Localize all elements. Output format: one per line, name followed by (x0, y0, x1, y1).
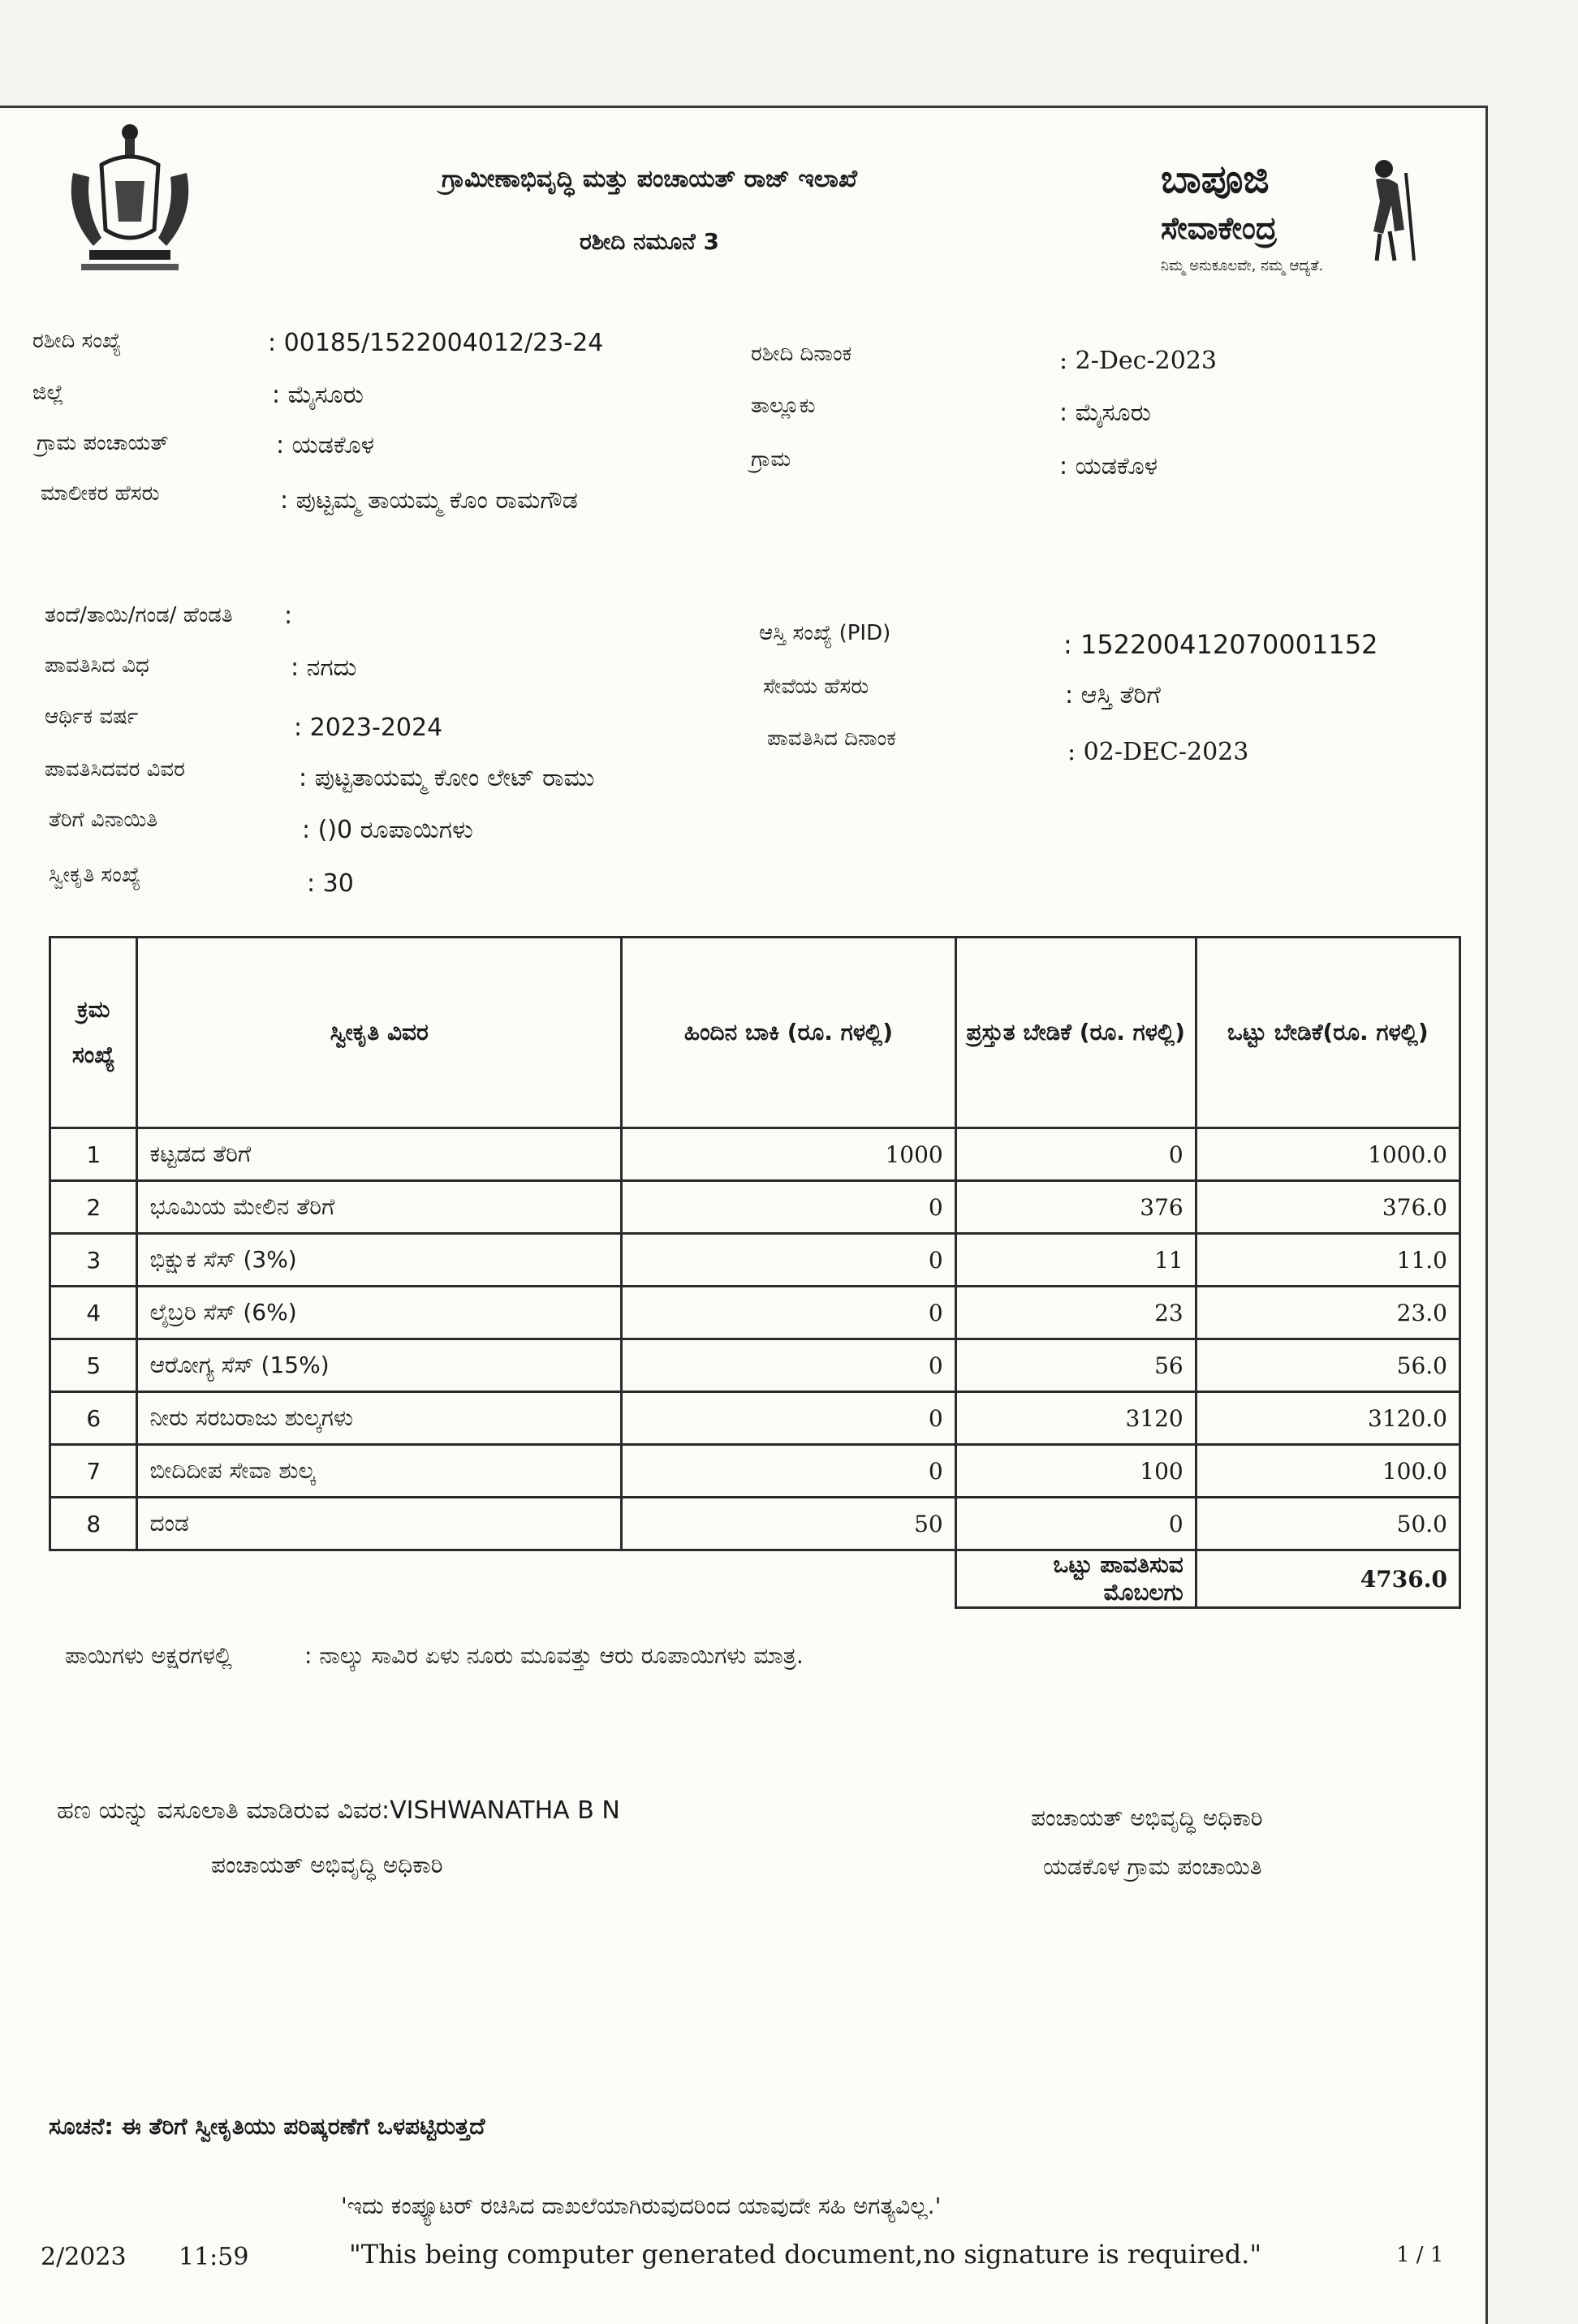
table-row (50, 1234, 1460, 1287)
row-current: 11 (955, 1234, 1196, 1287)
acknowledgement-no-value: : 30 (307, 869, 354, 898)
service-name-value: : ಆಸ್ತಿ ತೆರಿಗೆ (1065, 681, 1161, 709)
col-header-desc: ಸ್ವೀಕೃತಿ ವಿವರ (137, 938, 622, 1128)
amount-in-words-label: ಪಾಯಿಗಳು ಅಕ್ಷರಗಳಲ್ಲಿ (65, 1642, 233, 1669)
karnataka-emblem-icon (57, 116, 203, 278)
row-sl: 4 (50, 1287, 137, 1339)
row-total: 11.0 (1196, 1234, 1459, 1287)
grand-total-row (50, 1550, 1460, 1608)
disclaimer-kannada: 'ಇದು ಕಂಪ್ಯೂಟರ್ ರಚಿಸಿದ ದಾಖಲೆಯಾಗಿರುವುದರಿಂದ ಯಾವುದೇ ಸಹಿ ಅಗತ್ಯವಿಲ್ಲ.' (341, 2192, 942, 2219)
acknowledgement-no-label: ಸ್ವೀಕೃತಿ ಸಂಖ್ಯೆ (49, 863, 141, 887)
gandhi-figure-icon (1347, 157, 1429, 262)
grand-total-spacer (50, 1550, 956, 1608)
property-id-label: ಆಸ್ತಿ ಸಂಖ್ಯೆ (PID) (759, 621, 891, 645)
row-total: 100.0 (1196, 1445, 1459, 1498)
gram-panchayat-label: ಗ್ರಾಮ ಪಂಚಾಯತ್ (37, 431, 169, 455)
receipt-no-value: : 00185/1522004012/23-24 (268, 329, 604, 357)
collected-by: ಹಣ ಯನ್ನು ವಸೂಲಾತಿ ಮಾಡಿರುವ ವಿವರ:VISHWANATHA B N (57, 1796, 620, 1825)
row-current: 376 (955, 1181, 1196, 1234)
bapuji-seva-kendra-logo (1161, 157, 1429, 278)
row-prev: 0 (622, 1445, 956, 1498)
row-prev: 0 (622, 1339, 956, 1392)
print-date: 2/2023 (41, 2243, 127, 2271)
row-prev: 0 (622, 1234, 956, 1287)
table-row (50, 1128, 1460, 1181)
property-id-value: : 152200412070001152 (1063, 629, 1378, 660)
row-desc: ಲೈಬ್ರರಿ ಸೆಸ್ (6%) (137, 1287, 622, 1339)
row-current: 3120 (955, 1392, 1196, 1445)
col-header-prev: ಹಿಂದಿನ ಬಾಕಿ (ರೂ. ಗಳಲ್ಲಿ) (622, 938, 956, 1128)
receipt-no-label: ರಶೀದಿ ಸಂಖ್ಯೆ (32, 329, 122, 353)
row-prev: 0 (622, 1287, 956, 1339)
relative-label: ತಂದೆ/ತಾಯಿ/ಗಂಡ/ ಹೆಂಡತಿ (45, 603, 233, 627)
table-row (50, 1287, 1460, 1339)
payment-mode-value: : ನಗದು (291, 653, 357, 682)
row-current: 56 (955, 1339, 1196, 1392)
receipt-items-table (49, 936, 1461, 1609)
district-value: : ಮೈಸೂರು (272, 381, 364, 409)
row-prev: 0 (622, 1181, 956, 1234)
department-title: ಗ್ರಾಮೀಣಾಭಿವೃದ್ಧಿ ಮತ್ತು ಪಂಚಾಯತ್ ರಾಜ್ ಇಲಾಖೆ (442, 165, 857, 193)
row-prev: 50 (622, 1498, 956, 1550)
grand-total-value: 4736.0 (1196, 1550, 1459, 1608)
row-desc: ಬೀದಿದೀಪ ಸೇವಾ ಶುಲ್ಕ (137, 1445, 622, 1498)
row-current: 23 (955, 1287, 1196, 1339)
amount-in-words-value: : ನಾಲ್ಕು ಸಾವಿರ ಏಳು ನೂರು ಮೂವತ್ತು ಆರು ರೂಪಾಯಿಗಳು ಮಾತ್ರ. (304, 1642, 804, 1669)
revision-note: ಸೂಚನೆ: ಈ ತೆರಿಗೆ ಸ್ವೀಕೃತಿಯು ಪರಿಷ್ಕರಣೆಗೆ ಒಳಪಟ್ಟಿರುತ್ತದೆ (49, 2113, 485, 2140)
relative-value: : (284, 601, 293, 630)
receipt-date-value: : 2-Dec-2023 (1059, 347, 1217, 375)
row-current: 0 (955, 1498, 1196, 1550)
collected-by-designation: ಪಂಚಾಯತ್ ಅಭಿವೃದ್ಧಿ ಅಧಿಕಾರಿ (211, 1852, 443, 1878)
village-label: ಗ್ರಾಮ (751, 447, 791, 472)
row-sl: 1 (50, 1128, 137, 1181)
officer-title: ಪಂಚಾಯತ್ ಅಭಿವೃದ್ಧಿ ಅಧಿಕಾರಿ (1031, 1804, 1263, 1831)
gram-panchayat-value: : ಯಡಕೊಳ (276, 431, 375, 459)
taluk-label: ತಾಲ್ಲೂಕು (751, 394, 816, 418)
row-total: 3120.0 (1196, 1392, 1459, 1445)
row-current: 100 (955, 1445, 1196, 1498)
amount-in-words (65, 1642, 804, 1670)
payment-mode-label: ಪಾವತಿಸಿದ ವಿಧ (45, 653, 149, 678)
row-desc: ದಂಡ (137, 1498, 622, 1550)
financial-year-label: ಆರ್ಥಿಕ ವರ್ಷ (45, 705, 139, 729)
table-row (50, 1498, 1460, 1550)
table-header-row (50, 938, 1460, 1128)
row-sl: 3 (50, 1234, 137, 1287)
payer-details-value: : ಪುಟ್ಟತಾಯಮ್ಮ ಕೋಂ ಲೇಟ್ ರಾಮು (299, 764, 595, 792)
brand-line2: ಸೇವಾಕೇಂದ್ರ (1161, 210, 1278, 246)
payment-date-label: ಪಾವತಿಸಿದ ದಿನಾಂಕ (767, 727, 896, 751)
table-row (50, 1339, 1460, 1392)
tax-exemption-value: : ()0 ರೂಪಾಯಿಗಳು (302, 816, 473, 844)
service-name-label: ಸೇವೆಯ ಹೆಸರು (763, 675, 869, 699)
row-desc: ಕಟ್ಟಡದ ತೆರಿಗೆ (137, 1128, 622, 1181)
district-label: ಜಿಲ್ಲೆ (32, 381, 64, 405)
row-total: 1000.0 (1196, 1128, 1459, 1181)
row-desc: ನೀರು ಸರಬರಾಜು ಶುಲ್ಕಗಳು (137, 1392, 622, 1445)
row-sl: 6 (50, 1392, 137, 1445)
payment-date-value: : 02-DEC-2023 (1067, 738, 1249, 766)
financial-year-value: : 2023-2024 (294, 714, 443, 742)
receipt-sheet (0, 106, 1488, 2324)
brand-line1: ಬಾಪೂಜಿ (1161, 157, 1270, 202)
col-header-sl: ಕ್ರಮ ಸಂಖ್ಯೆ (50, 938, 137, 1128)
table-row (50, 1392, 1460, 1445)
officer-office: ಯಡಕೊಳ ಗ್ರಾಮ ಪಂಚಾಯಿತಿ (1043, 1853, 1262, 1880)
taluk-value: : ಮೈಸೂರು (1059, 399, 1151, 427)
row-prev: 0 (622, 1392, 956, 1445)
row-desc: ಆರೋಗ್ಯ ಸೆಸ್ (15%) (137, 1339, 622, 1392)
brand-tagline: ನಿಮ್ಮ ಅನುಕೂಲವೇ, ನಮ್ಮ ಆದ್ಯತೆ. (1161, 257, 1324, 274)
print-time: 11:59 (179, 2243, 249, 2271)
row-desc: ಭೂಮಿಯ ಮೇಲಿನ ತೆರಿಗೆ (137, 1181, 622, 1234)
payer-details-label: ಪಾವತಿಸಿದವರ ವಿವರ (45, 757, 185, 782)
row-sl: 7 (50, 1445, 137, 1498)
row-total: 56.0 (1196, 1339, 1459, 1392)
tax-exemption-label: ತೆರಿಗೆ ವಿನಾಯಿತಿ (49, 808, 158, 832)
row-sl: 2 (50, 1181, 137, 1234)
owner-name-label: ಮಾಲೀಕರ ಹೆಸರು (41, 481, 160, 506)
col-header-current: ಪ್ರಸ್ತುತ ಬೇಡಿಕೆ (ರೂ. ಗಳಲ್ಲಿ) (955, 938, 1196, 1128)
grand-total-label: ಒಟ್ಟು ಪಾವತಿಸುವ ಮೊಬಲಗು (955, 1550, 1196, 1608)
row-sl: 8 (50, 1498, 137, 1550)
table-row (50, 1445, 1460, 1498)
row-sl: 5 (50, 1339, 137, 1392)
row-desc: ಭಿಕ್ಷುಕ ಸೆಸ್ (3%) (137, 1234, 622, 1287)
col-header-total: ಒಟ್ಟು ಬೇಡಿಕೆ(ರೂ. ಗಳಲ್ಲಿ) (1196, 938, 1459, 1128)
disclaimer-english: "This being computer generated document,no signature is required." (349, 2239, 1262, 2270)
row-total: 50.0 (1196, 1498, 1459, 1550)
row-current: 0 (955, 1128, 1196, 1181)
row-total: 23.0 (1196, 1287, 1459, 1339)
owner-name-value: : ಪುಟ್ಟಮ್ಮ ತಾಯಮ್ಮ ಕೊಂ ರಾಮಗೌಡ (280, 486, 578, 515)
page-number: 1 / 1 (1396, 2243, 1444, 2267)
row-prev: 1000 (622, 1128, 956, 1181)
receipt-date-label: ರಶೀದಿ ದಿನಾಂಕ (751, 342, 852, 366)
village-value: : ಯಡಕೊಳ (1059, 452, 1158, 481)
form-name: ರಶೀದಿ ನಮೂನೆ 3 (579, 228, 720, 255)
table-row (50, 1181, 1460, 1234)
row-total: 376.0 (1196, 1181, 1459, 1234)
